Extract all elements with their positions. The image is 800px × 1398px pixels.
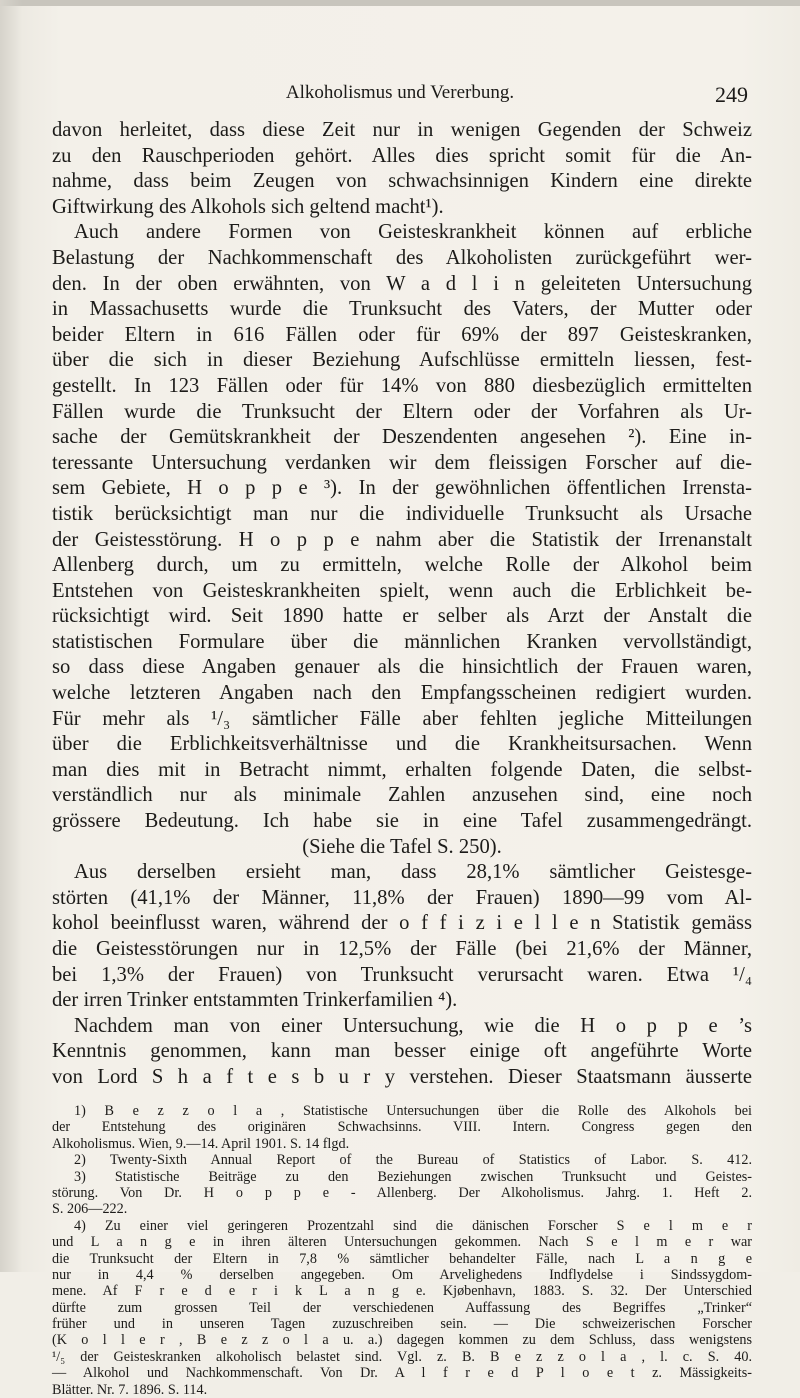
page-number: 249: [715, 82, 748, 107]
footnote-line: ¹/₅ der Geisteskranken alkoholisch belastet sind. Vgl. z. B. B e z z o l a , l. c. S. 40.: [52, 1348, 752, 1365]
body-line: in Massachusetts wurde die Trunksucht des Vaters, der Mutter oder: [52, 298, 752, 321]
body-line: teressante Untersuchung verdanken wir dem fleissigen Forscher auf die-: [52, 451, 752, 474]
footnote-line: der Entstehung des originären Schwachsinns. VIII. Intern. Congress gegen den: [52, 1119, 752, 1136]
footnote-line: früher und in unseren Tagen zuzuschreiben sein. — Die schweizerischen Forscher: [52, 1316, 752, 1333]
body-line: von Lord S h a f t e s b u r y verstehen. Dieser Staatsmann äusserte: [52, 1065, 752, 1088]
footnote-line: nur in 4,4 % derselben angegeben. Om Arvelighedens Indflydelse i Sindssygdom-: [52, 1266, 752, 1283]
body-line: nahme, dass beim Zeugen von schwachsinnigen Kindern eine direkte: [52, 170, 752, 193]
binding-shadow: [0, 0, 22, 1272]
body-line: man dies mit in Betracht nimmt, erhalten folgende Daten, die selbst-: [52, 758, 752, 781]
body-text: [52, 118, 752, 1091]
body-line: so dass diese Angaben genauer als die hinsichtlich der Frauen waren,: [52, 656, 752, 679]
body-line: Aus derselben ersieht man, dass 28,1% sämtlicher Geistesge-: [74, 861, 752, 884]
body-line: kohol beeinflusst waren, während der o f f i z i e l l e n Statistik gemäss: [52, 912, 752, 935]
body-line: welche letzteren Angaben nach den Empfangsscheinen redigiert wurden.: [52, 682, 752, 705]
body-line: störten (41,1% der Männer, 11,8% der Frauen) 1890—99 vom Al-: [52, 886, 752, 909]
running-title: Alkoholismus und Vererbung.: [285, 82, 515, 103]
body-line: sache der Gemütskrankheit der Deszendenten angesehen ²). Eine in-: [52, 426, 752, 449]
footnote-line: störung. Von Dr. H o p p e - Allenberg. Der Alkoholismus. Jahrg. 1. Heft 2.: [52, 1184, 752, 1201]
body-line: tistik berücksichtigt man nur die individuelle Trunksucht als Ursache: [52, 502, 752, 525]
body-line: davon herleitet, dass diese Zeit nur in wenigen Gegenden der Schweiz: [52, 119, 752, 141]
body-line: grössere Bedeutung. Ich habe sie in eine Tafel zusammengedrängt.: [52, 810, 752, 833]
body-line: (Siehe die Tafel S. 250).: [302, 835, 502, 858]
body-line: statistischen Formulare über die männlichen Kranken vervollständigt,: [52, 630, 752, 653]
body-line: Für mehr als ¹/₃ sämtlicher Fälle aber fehlten jegliche Mitteilungen: [52, 707, 752, 730]
footnote-line: 1) B e z z o l a , Statistische Untersuchungen über die Rolle des Alkohols bei: [74, 1103, 752, 1119]
footnote-line: Alkoholismus. Wien, 9.—14. April 1901. S. 14 flgd.: [52, 1135, 350, 1152]
body-line: beider Eltern in 616 Fällen oder für 69% der 897 Geisteskranken,: [52, 323, 752, 346]
body-line: gestellt. In 123 Fällen oder für 14% von 880 diesbezüglich ermittelten: [52, 374, 752, 397]
footnote-line: Blätter. Nr. 7. 1896. S. 114.: [52, 1381, 208, 1398]
footnote-line: und L a n g e in ihren älteren Untersuchungen gekommen. Nach S e l m e r war: [52, 1234, 752, 1251]
body-line: sem Gebiete, H o p p e ³). In der gewöhnlichen öffentlichen Irrensta-: [52, 477, 752, 500]
body-line: Allenberg durch, um zu ermitteln, welche Rolle der Alkohol beim: [52, 554, 752, 577]
body-line: Nachdem man von einer Untersuchung, wie die H o p p e ’s: [74, 1014, 752, 1037]
body-line: Belastung der Nachkommenschaft des Alkoholisten zurückgeführt wer-: [52, 246, 752, 269]
body-line: Auch andere Formen von Geisteskrankheit können auf erbliche: [74, 221, 752, 244]
body-line: bei 1,3% der Frauen) von Trunksucht verursacht waren. Etwa ¹/₄: [52, 963, 752, 986]
scan-edge: [0, 0, 800, 6]
body-line: rücksichtigt wird. Seit 1890 hatte er selber als Arzt der Anstalt die: [52, 605, 752, 628]
body-line: die Geistesstörungen nur in 12,5% der Fälle (bei 21,6% der Männer,: [52, 938, 752, 960]
body-line: der Geistesstörung. H o p p e nahm aber die Statistik der Irrenanstalt: [52, 528, 752, 551]
footnote-line: S. 206—222.: [52, 1201, 128, 1218]
body-line: Fällen wurde die Trunksucht der Eltern oder der Vorfahren als Ur-: [52, 400, 752, 423]
body-line: über die Erblichkeitsverhältnisse und die Krankheitsursachen. Wenn: [52, 733, 752, 756]
page-header: [52, 82, 748, 112]
body-line: zu den Rauschperioden gehört. Alles dies spricht somit für die An-: [52, 144, 752, 167]
body-line: Giftwirkung des Alkohols sich geltend macht¹).: [52, 195, 444, 218]
footnote-line: mene. Af F r e d e r i k L a n g e. Kjøbenhavn, 1883. S. 32. Der Unterschied: [52, 1283, 752, 1300]
body-line: verständlich nur als minimale Zahlen anzusehen sind, eine noch: [52, 784, 752, 807]
footnotes: [52, 1103, 752, 1398]
body-line: Entstehen von Geisteskrankheiten spielt, wenn auch die Erblichkeit be-: [52, 579, 752, 602]
footnote-line: 4) Zu einer viel geringeren Prozentzahl sind die dänischen Forscher S e l m e r: [74, 1217, 752, 1234]
footnote-line: 2) Twenty-Sixth Annual Report of the Bureau of Statistics of Labor. S. 412.: [74, 1152, 752, 1169]
body-line: den. In der oben erwähnten, von W a d l i n geleiteten Untersuchung: [52, 272, 752, 295]
footnote-line: — Alkohol und Nachkommenschaft. Von Dr. A l f r e d P l o e t z. Mässigkeits-: [52, 1365, 752, 1382]
body-line: der irren Trinker entstammten Trinkerfamilien ⁴).: [52, 989, 458, 1012]
footnote-line: dürfte zum grossen Teil der verschiedenen Auffassung des Begriffes „Trinker“: [52, 1299, 752, 1316]
body-line: über die sich in dieser Beziehung Aufschlüsse ermitteln liessen, fest-: [52, 349, 752, 372]
footnote-line: (K o l l e r , B e z z o l a u. a.) dagegen kommen zu dem Schluss, dass wenigstens: [52, 1332, 752, 1349]
footnote-line: die Trunksucht der Eltern in 7,8 % sämtlicher behandelter Fälle, nach L a n g e: [52, 1250, 752, 1267]
body-line: Kenntnis genommen, kann man besser einige oft angeführte Worte: [52, 1040, 752, 1063]
footnote-line: 3) Statistische Beiträge zu den Beziehungen zwischen Trunksucht und Geistes-: [74, 1168, 752, 1185]
